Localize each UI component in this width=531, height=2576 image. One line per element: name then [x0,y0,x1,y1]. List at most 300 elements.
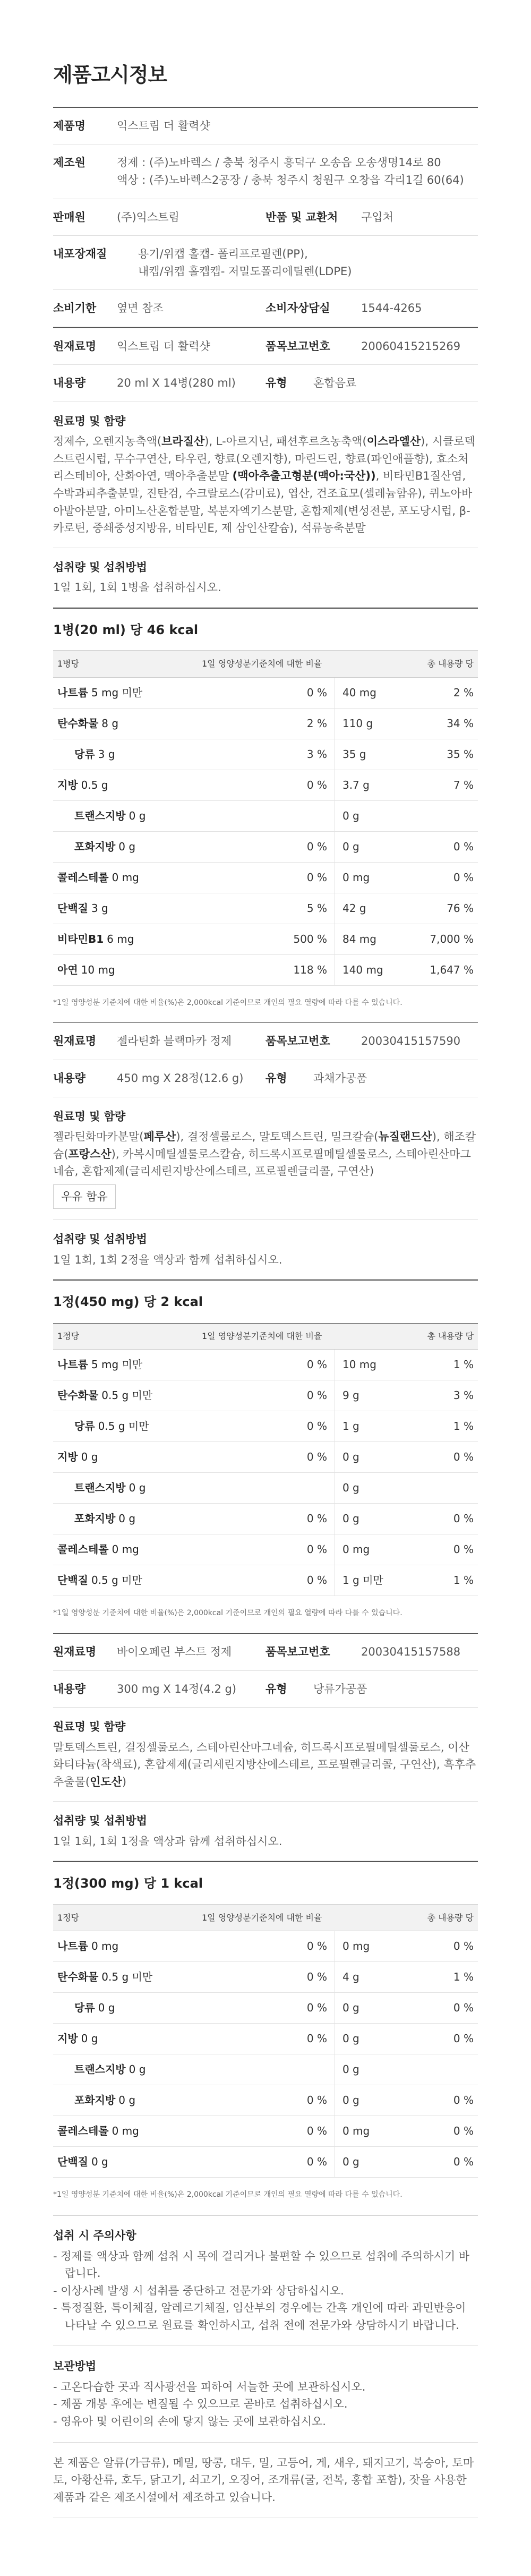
table-row [53,1993,478,2024]
value: 300 mg X 14정(4.2 g) [117,1682,237,1695]
label: 품목보고번호 [266,1645,330,1658]
nutrient-cell [53,862,181,893]
value: 익스트림 더 활력샷 [117,119,210,132]
total-amount: 10 mg [335,1350,419,1380]
storage-list [53,2378,478,2430]
expiry-row [53,290,478,327]
daily-value-percent: 0 % [181,1504,335,1534]
nutrient-amount: 10 mg [81,963,115,976]
total-amount: 9 g [335,1380,419,1411]
nutrient-name: 트랜스지방 [74,2063,126,2076]
daily-value-percent: 0 % [181,1993,335,2024]
total-amount: 1 g 미만 [335,1565,419,1596]
label: 섭취 시 주의사항 [53,2229,136,2242]
label: 원재료명 [53,1645,97,1658]
nutrient-cell [53,893,181,924]
nutrient-name: 탄수화물 [57,716,99,730]
p1-ingredients [53,402,478,548]
value [138,245,478,280]
text: 말토덱스트린, 결정셀룰로스, 스테아린산마그네슘, 히드록시프로필메틸셀룰로스, 이산화티타늄(착색료), 혼합제제(글리세린지방산에스테르, 프로필렌글리콜, 구연산), 흑후추추출물( [53,1741,476,1788]
nutrient-name: 단백질 [57,1574,88,1587]
nutrient-name: 포화지방 [74,1512,116,1525]
maker-line: 정제 : (주)노바렉스 / 충북 청주시 흥덕구 오송읍 오송생명14로 80 [117,156,441,169]
nutrient-cell [53,1473,181,1504]
nutrition-table [53,1324,478,1597]
table-row [53,2054,478,2085]
daily-value-percent: 0 % [181,1931,335,1962]
nutrient-name: 포화지방 [74,2094,116,2107]
nutrient-amount: 0 g [81,2032,98,2045]
label: 섭취량 및 섭취방법 [53,560,147,574]
total-percent: 1 % [419,1411,478,1442]
nutrient-amount: 0 mg [112,2125,139,2138]
p2-intake [53,1220,478,1280]
caution-list [53,2248,478,2334]
value: 20060415215269 [361,339,461,353]
text: 젤라틴화마카분말( [53,1130,144,1144]
daily-value-percent: 0 % [181,770,335,800]
daily-value-percent [181,1473,335,1504]
total-amount: 1 g [335,1411,419,1442]
label: 원료명 및 함량 [53,414,126,428]
label: 소비기한 [53,302,97,315]
seller-row [53,199,478,236]
table-row [53,924,478,954]
nutrient-name: 지방 [57,2032,78,2045]
nutrient-name: 탄수화물 [57,1971,99,1984]
packaging-row [53,236,478,290]
nutrient-cell [53,1962,181,1993]
daily-value-percent: 3 % [181,739,335,770]
total-percent: 2 % [419,677,478,708]
nutrient-name: 나트륨 [57,686,88,699]
nutrient-cell [53,1442,181,1473]
table-row [53,1473,478,1504]
p2-ingredients [53,1097,478,1221]
label: 내용량 [53,377,85,390]
nutrient-cell [53,739,181,770]
label: 유형 [266,1682,287,1695]
daily-value-percent: 0 % [181,2147,335,2178]
nutrient-cell [53,1380,181,1411]
p1-intake [53,548,478,608]
allergen-badge: 우유 함유 [53,1184,116,1209]
nutrient-cell [53,2054,181,2085]
table-row [53,708,478,739]
table-row [53,1411,478,1442]
nutrient-amount: 3 g [98,747,115,761]
total-amount: 3.7 g [335,770,419,800]
value [53,1128,478,1180]
total-amount: 140 mg [335,954,419,985]
total-amount: 40 mg [335,677,419,708]
header-cell: 1병당 [53,651,181,677]
table-row [53,2147,478,2178]
nutrient-amount: 0 mg [91,1940,119,1953]
packaging-line: 내캡/위캡 홀캡캡- 저밀도폴리에틸렌(LDPE) [138,265,352,278]
origin: (맥아추출고형분(맥아:국산)) [232,470,376,483]
table-row [53,1931,478,1962]
header-cell: 총 내용량 당 [419,1905,478,1931]
nutrient-amount: 6 mg [107,932,134,945]
nutrient-cell [53,770,181,800]
p1-name-row [53,328,478,365]
daily-value-percent: 0 % [181,2085,335,2116]
header-cell: 1일 영양성분기준치에 대한 비율 [181,651,335,677]
label: 소비자상담실 [266,302,330,315]
total-percent: 3 % [419,1380,478,1411]
table-row [53,1380,478,1411]
value: (주)익스트림 [117,210,179,224]
value: 450 mg X 28정(12.6 g) [117,1071,244,1085]
text: ), 시클로덱스트린시럽, 무수구연산, 타우린, 향료(오렌지향), 마린드린, 향료(파인애플향), 효소처리스테비아, 산화아연, 맥아추출분말 [53,435,475,483]
nutrient-name: 콜레스테롤 [57,871,109,884]
nutrient-amount: 0 mg [112,1543,139,1556]
total-amount: 42 g [335,893,419,924]
daily-value-percent: 0 % [181,2024,335,2054]
total-percent: 1 % [419,1962,478,1993]
origin: 페루산 [143,1130,176,1144]
total-amount: 0 g [335,1442,419,1473]
total-amount: 0 g [335,800,419,831]
total-amount: 0 g [335,2085,419,2116]
label: 내용량 [53,1071,85,1085]
daily-value-percent: 0 % [181,1411,335,1442]
nutrient-amount: 0.5 g [81,778,108,791]
origin: 뉴질랜드산 [378,1130,432,1144]
total-amount: 0 mg [335,2116,419,2147]
text: ), 해조칼슘( [53,1130,476,1161]
nutrient-cell [53,2085,181,2116]
table-row [53,893,478,924]
nutrient-amount: 0 g [98,2001,115,2015]
nutrient-name: 당류 [74,1420,95,1433]
total-percent: 0 % [419,2116,478,2147]
label: 보관방법 [53,2360,97,2373]
daily-value-percent [181,2054,335,2085]
nutrient-name: 아연 [57,963,78,976]
header-cell: 총 내용량 당 [419,1324,478,1350]
value: 20030415157590 [361,1035,461,1048]
p2-volume-row [53,1060,478,1097]
nutrient-amount: 0 g [91,2155,108,2169]
nutrient-amount: 3 g [91,901,108,915]
nutrient-name: 지방 [57,1451,78,1464]
nutrition-title: 1병(20 ml) 당 46 kcal [53,609,478,651]
total-percent: 7 % [419,770,478,800]
nutrient-amount: 0.5 g 미만 [101,1389,153,1402]
total-percent: 34 % [419,708,478,739]
value: 1일 1회, 1회 1정을 액상과 함께 섭취하십시오. [53,1835,282,1848]
label: 섭취량 및 섭취방법 [53,1814,147,1828]
table-row [53,800,478,831]
daily-value-percent: 0 % [181,1380,335,1411]
nutrient-name: 콜레스테롤 [57,2125,109,2138]
daily-value-percent: 2 % [181,708,335,739]
nutrient-name: 나트륨 [57,1940,88,1953]
nutrient-name: 당류 [74,2001,95,2015]
total-amount: 0 g [335,2054,419,2085]
nutrition-table [53,1905,478,2178]
storage-section [53,2346,478,2442]
label: 품목보고번호 [266,1035,330,1048]
nutrition-footnote: *1일 영양성분 기준치에 대한 비율(%)은 2,000kcal 기준이므로 개인의 필요 열량에 따라 다를 수 있습니다. [53,986,478,1023]
table-header [53,1905,478,1931]
value: 옆면 참조 [117,302,164,315]
value: 1544-4265 [361,302,422,315]
origin: 프랑스산 [68,1147,112,1161]
table-row [53,2085,478,2116]
caution-section [53,2215,478,2346]
nutrient-cell [53,2024,181,2054]
value: 당류가공품 [313,1682,367,1695]
nutrient-cell [53,1350,181,1380]
table-row [53,739,478,770]
label: 원료명 및 함량 [53,1110,126,1123]
value: 구입처 [361,210,393,224]
nutrient-cell [53,708,181,739]
value: 바이오페린 부스트 정제 [117,1645,232,1658]
table-row [53,954,478,985]
page-title: 제품고시정보 [53,63,167,87]
nutrient-cell [53,954,181,985]
nutrient-cell [53,1534,181,1565]
text: ), 결정셀룰로스, 말토덱스트린, 밀크칼슘( [176,1130,379,1144]
nutrient-amount: 0 g [129,809,146,822]
daily-value-percent: 0 % [181,677,335,708]
nutrition-title: 1정(300 mg) 당 1 kcal [53,1862,478,1905]
packaging-line: 용기/위캡 홀캡- 폴리프로필렌(PP), [138,248,308,261]
table-row [53,1962,478,1993]
nutrient-cell [53,1504,181,1534]
nutrition-table [53,651,478,986]
p3-intake [53,1802,478,1861]
nutrient-amount: 5 mg 미만 [91,1358,143,1371]
daily-value-percent: 0 % [181,831,335,862]
daily-value-percent: 0 % [181,1442,335,1473]
header-cell: 1일 영양성분기준치에 대한 비율 [181,1324,335,1350]
value: 20030415157588 [361,1645,461,1658]
allergen-notice [53,2443,478,2519]
total-percent: 0 % [419,1504,478,1534]
origin: 브라질산 [161,435,205,448]
list-item: - 영유아 및 어린이의 손에 닿지 않는 곳에 보관하십시오. [53,2415,326,2428]
nutrient-name: 트랜스지방 [74,1481,126,1495]
nutrient-name: 콜레스테롤 [57,1543,109,1556]
total-percent: 0 % [419,862,478,893]
nutrient-name: 나트륨 [57,1358,88,1371]
table-row [53,831,478,862]
daily-value-percent: 5 % [181,893,335,924]
header-cell [335,651,419,677]
value: 혼합음료 [313,377,357,390]
total-percent: 0 % [419,1993,478,2024]
total-percent: 35 % [419,739,478,770]
nutrient-amount: 0 g [129,1481,146,1495]
nutrient-amount: 0 g [118,1512,136,1525]
maker-line: 액상 : (주)노바렉스2공장 / 충북 청주시 청원구 오창읍 각리1길 60(64) [117,173,464,186]
table-row [53,2116,478,2147]
total-amount: 0 g [335,831,419,862]
nutrient-cell [53,2116,181,2147]
label: 원료명 및 함량 [53,1720,126,1734]
daily-value-percent: 118 % [181,954,335,985]
origin: 인도산 [90,1775,122,1788]
list-item: - 제품 개봉 후에는 변질될 수 있으므로 곧바로 섭취하십시오. [53,2398,348,2411]
nutrient-amount: 0 g [118,2094,136,2107]
label: 원재료명 [53,339,97,353]
nutrient-name: 포화지방 [74,840,116,853]
total-amount: 0 mg [335,862,419,893]
header-cell: 총 내용량 당 [419,651,478,677]
total-amount: 0 g [335,1473,419,1504]
nutrient-cell [53,677,181,708]
daily-value-percent: 0 % [181,1962,335,1993]
label: 판매원 [53,210,85,224]
list-item: - 이상사례 발생 시 섭취를 중단하고 전문가와 상담하십시오. [53,2284,344,2297]
total-percent [419,1473,478,1504]
header-cell: 1정당 [53,1324,181,1350]
daily-value-percent: 0 % [181,1565,335,1596]
label: 제품명 [53,119,85,132]
total-percent: 0 % [419,2147,478,2178]
nutrient-name: 단백질 [57,901,88,915]
allergen-text: 본 제품은 알류(가금류), 메밀, 땅콩, 대두, 밀, 고등어, 게, 새우, 돼지고기, 복숭아, 토마토, 아황산류, 호두, 닭고기, 쇠고기, 오징어, 조개류(굴, 전복, 홍합 포함), 잣을 사용한 제품과 같은 제조시설에서 제조하고 있습니다. [53,2456,474,2504]
total-amount: 0 g [335,2024,419,2054]
total-amount: 0 g [335,1993,419,2024]
header-cell: 1정당 [53,1905,181,1931]
nutrient-cell [53,831,181,862]
daily-value-percent: 500 % [181,924,335,954]
nutrient-cell [53,1993,181,2024]
origin: 이스라엘산 [366,435,421,448]
nutrient-name: 당류 [74,747,95,761]
total-percent: 1 % [419,1350,478,1380]
total-percent: 76 % [419,893,478,924]
product-name-row [53,108,478,145]
nutrient-amount: 0.5 g 미만 [91,1574,142,1587]
daily-value-percent [181,800,335,831]
value [53,433,478,536]
value: 1일 1회, 1회 1병을 섭취하십시오. [53,581,221,594]
nutrition-footnote: *1일 영양성분 기준치에 대한 비율(%)은 2,000kcal 기준이므로 개인의 필요 열량에 따라 다를 수 있습니다. [53,2178,478,2215]
text: 정제수, 오렌지농축액( [53,435,162,448]
label: 유형 [266,1071,287,1085]
label: 제조원 [53,156,85,169]
total-percent [419,800,478,831]
nutrient-amount: 0 g [129,2063,146,2076]
value: 과채가공품 [313,1071,367,1085]
total-percent: 7,000 % [419,924,478,954]
list-item: - 정제를 액상과 함께 섭취 시 목에 걸리거나 불편할 수 있으므로 섭취에 주의하시기 바랍니다. [53,2249,470,2280]
nutrient-name: 지방 [57,778,78,791]
text: ), L-아르지닌, 패션후르츠농축액( [204,435,367,448]
header-cell [335,1324,419,1350]
header-cell: 1일 영양성분기준치에 대한 비율 [181,1905,335,1931]
table-row [53,1534,478,1565]
table-row [53,862,478,893]
p2-name-row [53,1023,478,1060]
nutrition-title: 1정(450 mg) 당 2 kcal [53,1281,478,1323]
total-amount: 0 g [335,1504,419,1534]
p3-volume-row [53,1671,478,1708]
table-row [53,1350,478,1380]
label: 내포장재질 [53,248,107,261]
p3-name-row [53,1634,478,1671]
nutrient-cell [53,1565,181,1596]
nutrient-cell [53,1931,181,1962]
daily-value-percent: 0 % [181,1534,335,1565]
value: 젤라틴화 블랙마카 정제 [117,1035,232,1048]
daily-value-percent: 0 % [181,2116,335,2147]
text: ) [122,1775,127,1788]
nutrient-amount: 0 g [118,840,136,853]
label: 원재료명 [53,1035,97,1048]
total-amount: 35 g [335,739,419,770]
nutrient-name: 트랜스지방 [74,809,126,822]
nutrient-amount: 8 g [101,716,119,730]
text: , 비타민B1질산염, 수박과피추출분말, 진탄검, 수크랄로스(감미료), 엽산, 건조효모(셀레늄함유), 퀴노아바아발아분말, 아미노산혼합분말, 복분자엑기스분말, 혼합제제(변성전분, 포도당시럽, β-카로틴, 중쇄중성지방유, 비타민E, 제 삼인산칼슘), 석류농축분말 [53,470,473,535]
text: ), 카복시메틸셀룰로스칼슘, 히드록시프로필메틸셀룰로스, 스테아린산마그네슘, 혼합제제(글리세린지방산에스테르, 프로필렌글리콜, 구연산) [53,1147,471,1178]
total-percent [419,2054,478,2085]
list-item: - 특정질환, 특이체질, 알레르기체질, 임산부의 경우에는 간혹 개인에 따라 과민반응이 나타날 수 있으므로 원료를 확인하시고, 섭취 전에 전문가와 상담하시기 바랍니다. [53,2301,466,2332]
label: 유형 [266,377,287,390]
nutrient-cell [53,800,181,831]
total-percent: 0 % [419,1534,478,1565]
total-amount: 84 mg [335,924,419,954]
daily-value-percent: 0 % [181,1350,335,1380]
nutrient-amount: 0.5 g 미만 [101,1971,153,1984]
total-amount: 0 g [335,2147,419,2178]
label: 섭취량 및 섭취방법 [53,1233,147,1246]
nutrient-name: 비타민B1 [57,932,104,945]
nutrient-name: 단백질 [57,2155,88,2169]
value [53,1739,478,1791]
value [117,154,478,189]
nutrient-cell [53,2147,181,2178]
total-percent: 0 % [419,1442,478,1473]
total-percent: 1 % [419,1565,478,1596]
total-amount: 110 g [335,708,419,739]
nutrient-amount: 5 mg 미만 [91,686,143,699]
table-header [53,1324,478,1350]
header-cell [335,1905,419,1931]
total-percent: 0 % [419,2085,478,2116]
table-row [53,770,478,800]
nutrient-amount: 0 mg [112,871,139,884]
total-percent: 1,647 % [419,954,478,985]
table-row [53,1442,478,1473]
value: 20 ml X 14병(280 ml) [117,377,236,390]
daily-value-percent: 0 % [181,862,335,893]
nutrition-footnote: *1일 영양성분 기준치에 대한 비율(%)은 2,000kcal 기준이므로 개인의 필요 열량에 따라 다를 수 있습니다. [53,1596,478,1634]
table-row [53,677,478,708]
total-percent: 0 % [419,2024,478,2054]
nutrient-cell [53,924,181,954]
table-row [53,2024,478,2054]
table-row [53,1565,478,1596]
nutrient-amount: 0 g [81,1451,98,1464]
total-amount: 0 mg [335,1534,419,1565]
nutrient-amount: 0.5 g 미만 [98,1420,149,1433]
table-row [53,1504,478,1534]
total-amount: 0 mg [335,1931,419,1962]
p3-ingredients [53,1708,478,1802]
maker-row [53,144,478,199]
label: 내용량 [53,1682,85,1695]
label: 반품 및 교환처 [266,210,338,224]
value: 익스트림 더 활력샷 [117,339,210,353]
